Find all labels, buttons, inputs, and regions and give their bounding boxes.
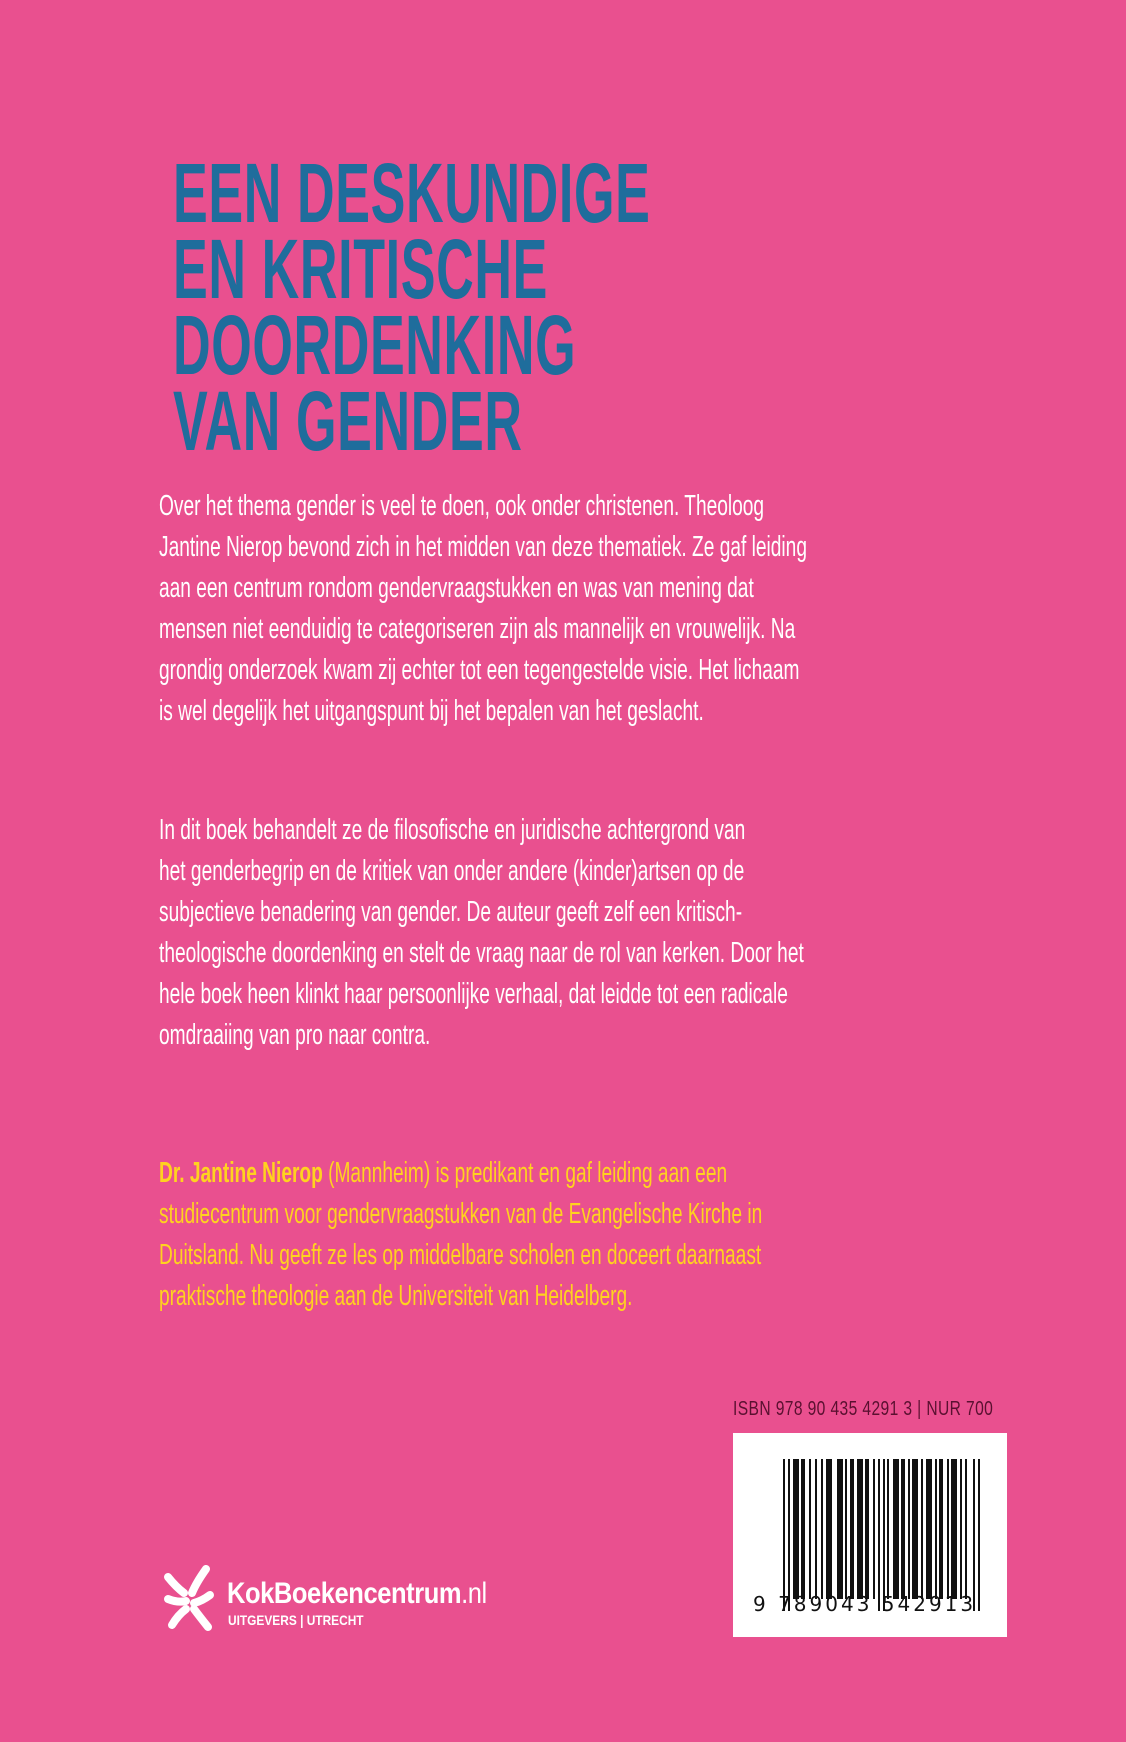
text-line: studiecentrum voor gendervraagstukken van de Evangelische Kirche in [159, 1198, 763, 1230]
text-line: theologische doordenking en stelt de vraag naar de rol van kerken. Door het [159, 937, 804, 969]
text-line [159, 1153, 951, 1194]
headline [173, 146, 651, 468]
publisher-tld: .nl [461, 1577, 487, 1610]
publisher-subtitle: UITGEVERS | UTRECHT [228, 1612, 364, 1628]
publisher-name-text: KokBoekencentrum [227, 1577, 462, 1610]
headline-line: DOORDENKING [173, 298, 577, 392]
barcode-digits: 9 789043 542913 [753, 1592, 977, 1616]
blurb-paragraph-2 [159, 810, 951, 1056]
text-line: praktische theologie aan de Universiteit van Heidelberg. [159, 1280, 633, 1312]
text-line: subjectieve benadering van gender. De auteur geeft zelf een kritisch- [159, 896, 743, 928]
headline-line: EEN DESKUNDIGE [173, 146, 651, 240]
blurb-paragraph-1 [159, 486, 951, 732]
author-bio [159, 1153, 951, 1317]
isbn-label: ISBN 978 90 435 4291 3 | NUR 700 [733, 1398, 994, 1420]
text-line: mensen niet eenduidig te categoriseren zijn als mannelijk en vrouwelijk. Na [159, 613, 796, 645]
text-line: Over het thema gender is veel te doen, ook onder christenen. Theoloog [159, 490, 765, 522]
publisher-name [227, 1577, 487, 1611]
author-name: Dr. Jantine Nierop [159, 1157, 323, 1189]
text-line: In dit boek behandelt ze de filosofische en juridische achtergrond van [159, 814, 746, 846]
text-line: omdraaiing van pro naar contra. [159, 1019, 431, 1051]
headline-line: EN KRITISCHE [173, 222, 548, 316]
text-line: het genderbegrip en de kritiek van onder andere (kinder)artsen op de [159, 855, 745, 887]
text-line: grondig onderzoek kwam zij echter tot een tegengestelde visie. Het lichaam [159, 654, 800, 686]
text-line: Jantine Nierop bevond zich in het midden van deze thematiek. Ze gaf leiding [159, 531, 807, 563]
text-line: aan een centrum rondom gendervraagstukken en was van mening dat [159, 572, 754, 604]
kokboekencentrum-star-icon [162, 1565, 217, 1635]
headline-line: VAN GENDER [173, 374, 523, 468]
text-line: Duitsland. Nu geeft ze les op middelbare scholen en doceert daarnaast [159, 1239, 762, 1271]
text-line: is wel degelijk het uitgangspunt bij het bepalen van het geslacht. [159, 695, 704, 727]
author-bio-rest: (Mannheim) is predikant en gaf leiding aan een [322, 1157, 728, 1189]
text-line: hele boek heen klinkt haar persoonlijke verhaal, dat leidde tot een radicale [159, 978, 788, 1010]
barcode-bars-icon [779, 1459, 985, 1611]
barcode [733, 1433, 1007, 1637]
